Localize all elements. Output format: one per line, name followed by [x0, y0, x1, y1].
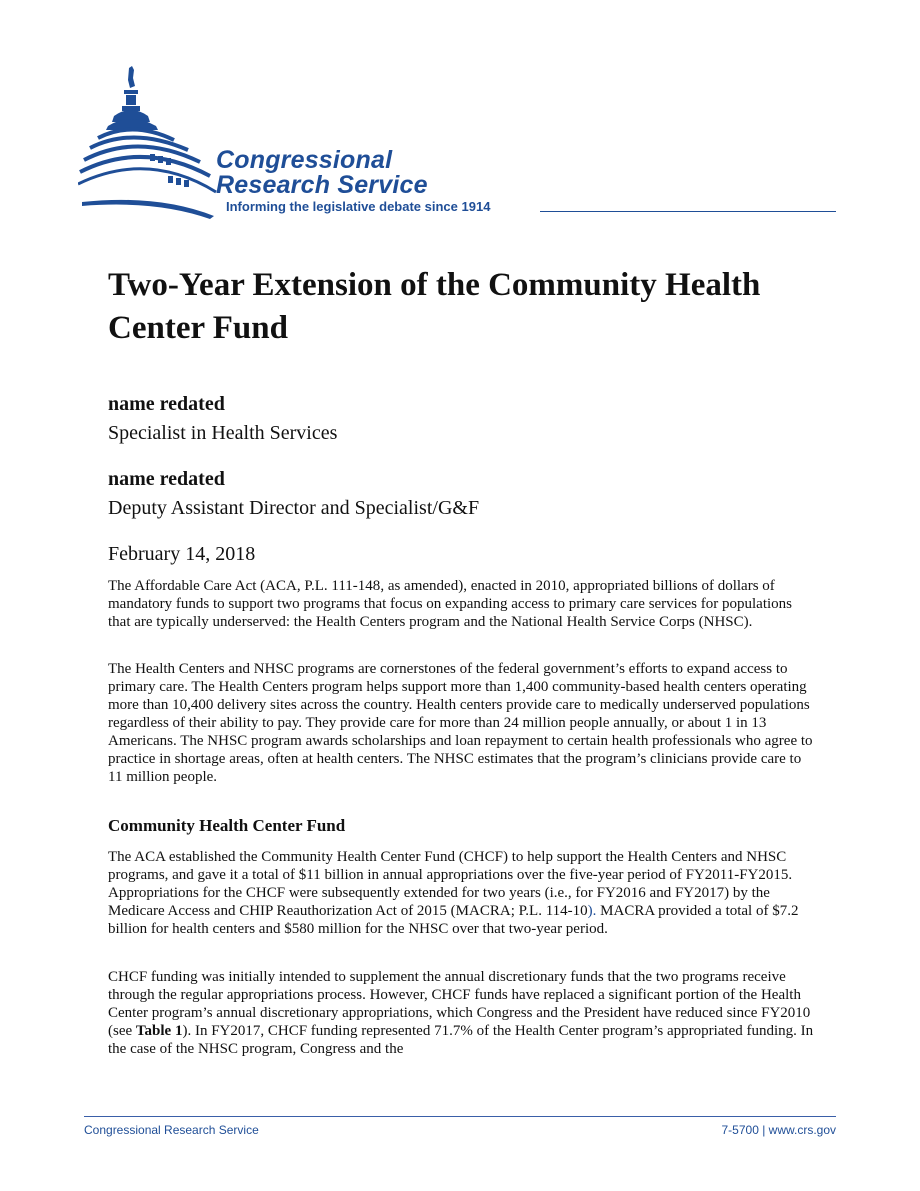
paragraph-funding-a: CHCF funding was initially intended to supplement the annual discretionary funds that the two programs receive through the regular appropriations process. However, CHCF funds have replaced a significant portion of the Health Center program’s annual discretionary appropriations, which Congress and the President have reduced since FY2010 (see [108, 969, 811, 1039]
paragraph-funding-c: ). In FY2017, CHCF funding represented 71.7% of the Health Center program’s appropriated funding. In the case of the NHSC program, Congress and the [108, 1023, 814, 1057]
paragraph-aca-intro [108, 577, 814, 631]
paragraph-programs: The Health Centers and NHSC programs are cornerstones of the federal government’s efforts to expand access to primary care. The Health Centers program helps support more than 1,400 community-based health centers operating more than 10,400 delivery sites across the country. Health centers provide care to medically underserved populations regardless of their ability to pay. They provide care for more than 24 million people annually, or about 1 in 13 Americans. The NHSC program awards scholarships and loan repayment to certain health professionals who agree to practice in shortage areas, often at health centers. The NHSC estimates that the program’s clinicians provide care to 11 million people. [108, 661, 813, 785]
table-1-reference[interactable]: Table 1 [135, 1023, 183, 1039]
section-heading-chcf: Community Health Center Fund [108, 816, 346, 835]
paragraph-chcf-funding [108, 968, 814, 1058]
logo-tagline: Informing the legislative debate since 1914 [226, 199, 491, 214]
author-role-1: Specialist in Health Services [108, 422, 338, 444]
paragraph-chcf-a: The ACA established the Community Health Center Fund (CHCF) to help support the Health Centers and NHSC programs, and gave it a total of $11 billion in annual appropriations over the five-year period of FY2011-FY2015. Appropriations for the CHCF were subsequently extended for two years (i.e., for FY2016 and FY2017) by the Medicare Access and CHIP Reauthorization Act of 2015 (MACRA; P.L. 114-10 [108, 849, 793, 919]
author-role-2: Deputy Assistant Director and Specialist/G&F [108, 497, 480, 519]
logo-rule [540, 211, 836, 212]
logo-name-line2: Research Service [216, 171, 428, 199]
report-title: Two-Year Extension of the Community Health Center Fund [108, 267, 761, 346]
paragraph-aca-intro-b: , as amended), enacted in 2010, appropriated billions of dollars of mandatory funds to support two programs that focus on expanding access to primary care services for populations that are typically underserved: the Health Centers program and the National Health Service Corps (NHSC). [108, 578, 792, 630]
footer-site-info: 7-5700 | www.crs.gov [721, 1123, 836, 1137]
footer-rule [84, 1116, 836, 1117]
author-name-1: name redated [108, 393, 225, 415]
report-date: February 14, 2018 [108, 543, 256, 565]
footer-org: Congressional Research Service [84, 1123, 259, 1137]
capitol-dome-icon [78, 64, 218, 219]
paragraph-chcf-link-close: ). [587, 903, 597, 919]
crs-logo [78, 64, 838, 224]
author-name-2: name redated [108, 468, 225, 490]
logo-name-line1: Congressional [216, 146, 393, 174]
paragraph-chcf-established [108, 848, 814, 938]
paragraph-chcf-c: MACRA provided a total of $7.2 billion for health centers and $580 million for the NHSC over that two-year period. [108, 903, 799, 937]
paragraph-aca-intro-a: The Affordable Care Act (ACA, P.L. 111-148 [108, 578, 381, 594]
